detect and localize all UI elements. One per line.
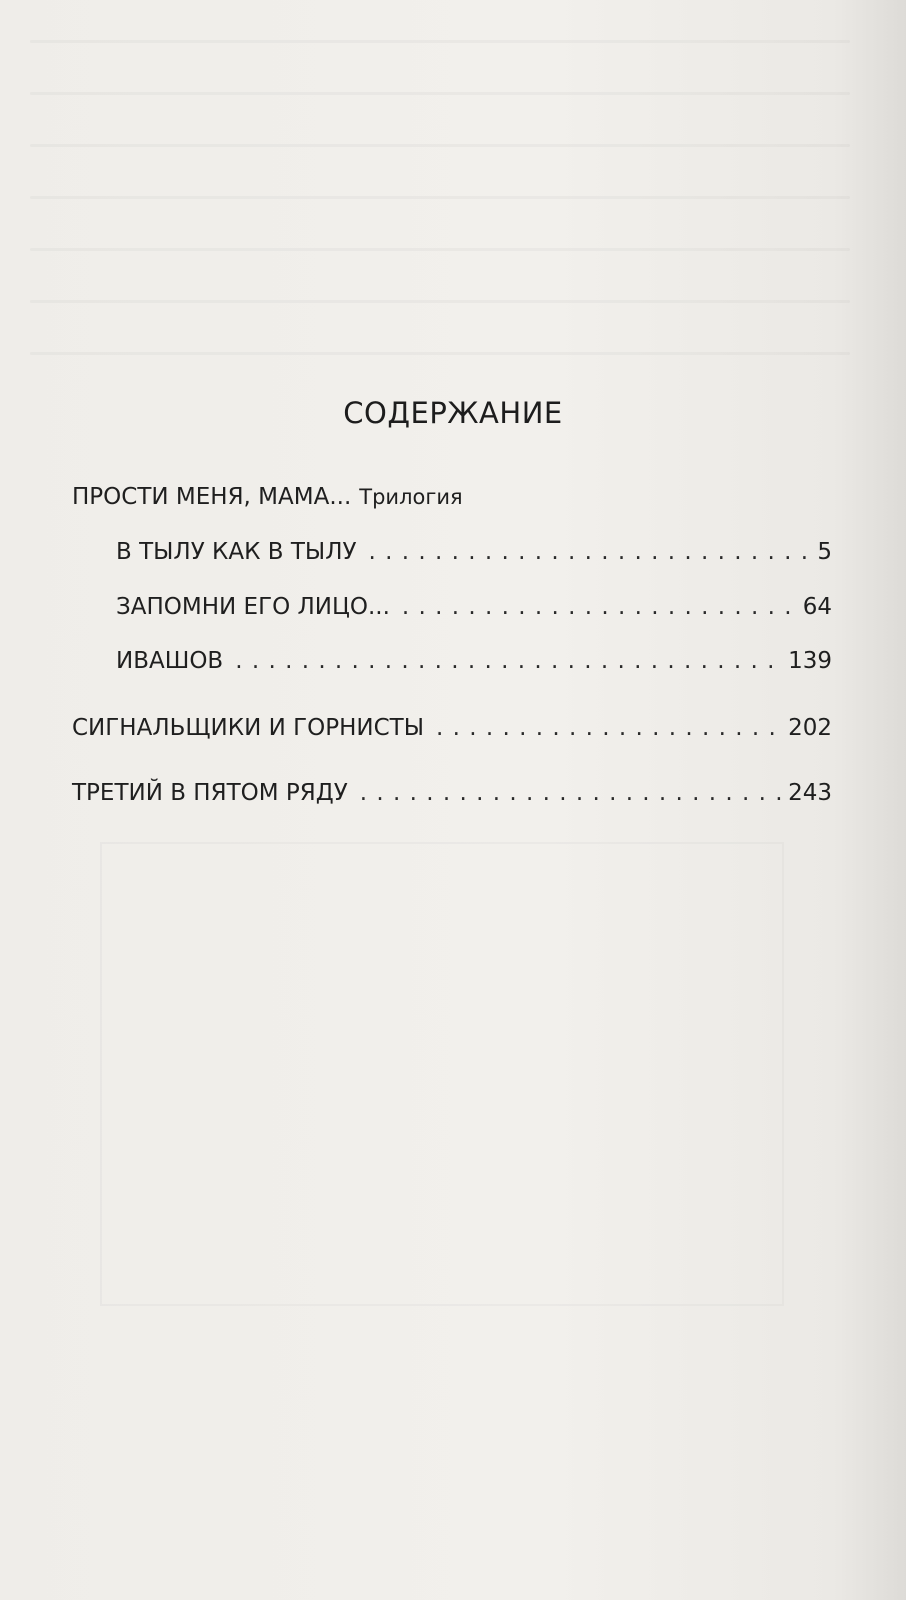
show-through-line — [30, 40, 850, 43]
toc-entry-title: В ТЫЛУ КАК В ТЫЛУ — [116, 539, 357, 565]
toc-entry[interactable] — [116, 646, 832, 676]
dot-leader — [436, 713, 782, 743]
toc-entry-page: 202 — [788, 715, 832, 741]
show-through-line — [30, 300, 850, 303]
toc-group-heading — [72, 482, 832, 512]
dot-leader — [369, 537, 812, 567]
show-through-line — [30, 144, 850, 147]
show-through-line — [30, 248, 850, 251]
dot-leader — [402, 592, 797, 622]
toc-entry-title: ЗАПОМНИ ЕГО ЛИЦО... — [116, 594, 390, 620]
toc-heading: СОДЕРЖАНИЕ — [343, 396, 563, 430]
toc-entry[interactable] — [72, 778, 832, 808]
dot-leader — [360, 778, 782, 808]
toc-entry[interactable] — [72, 713, 832, 743]
show-through-line — [30, 196, 850, 199]
toc-group-subtitle: Трилогия — [359, 485, 463, 509]
toc-entry[interactable] — [116, 537, 832, 567]
show-through-line — [30, 92, 850, 95]
toc-entry-title: ТРЕТИЙ В ПЯТОМ РЯДУ — [72, 780, 348, 806]
toc-entry-page: 5 — [817, 539, 832, 565]
toc-entry-page: 243 — [788, 780, 832, 806]
show-through-line — [30, 352, 850, 355]
toc-entry-page: 139 — [788, 648, 832, 674]
toc-entry[interactable] — [116, 592, 832, 622]
show-through-box — [100, 842, 784, 1306]
dot-leader — [235, 646, 782, 676]
toc-entry-title: ИВАШОВ — [116, 648, 224, 674]
toc-entry-page: 64 — [802, 594, 832, 620]
toc-group-title: ПРОСТИ МЕНЯ, МАМА... — [72, 484, 352, 510]
toc-entry-title: СИГНАЛЬЩИКИ И ГОРНИСТЫ — [72, 715, 425, 741]
